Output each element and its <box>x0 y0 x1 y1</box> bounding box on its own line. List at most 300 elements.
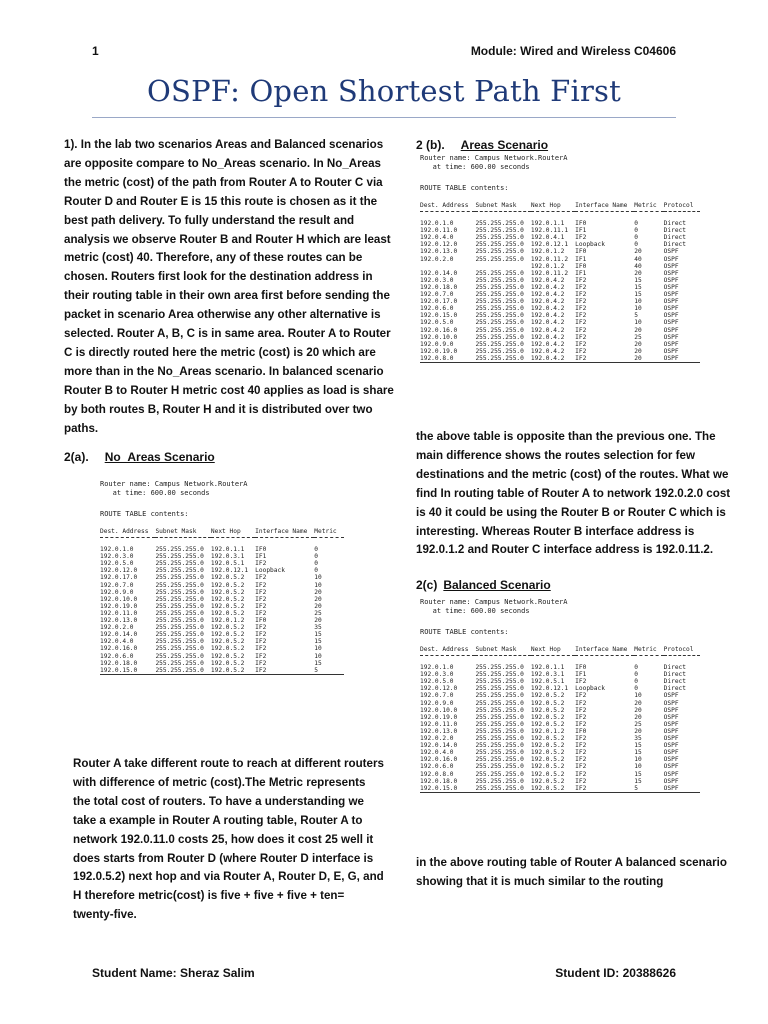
table-cell: 192.0.4.2 <box>530 312 565 320</box>
table-row <box>420 256 700 263</box>
table-cell: 255.255.255.0 <box>475 248 524 256</box>
table-cell: IF2 <box>255 631 267 639</box>
table-cell: 192.0.5.2 <box>530 692 565 700</box>
table-cell: 40 <box>634 255 642 263</box>
table-cell: 20 <box>634 713 642 721</box>
table-cell: IF2 <box>255 595 267 603</box>
table-cell: 192.0.1.1 <box>210 546 245 554</box>
table-cell: IF2 <box>575 777 587 785</box>
table-cell: 192.0.5.2 <box>210 659 245 667</box>
table-cell: OSPF <box>663 720 679 728</box>
table-cell: 192.0.1.0 <box>100 546 134 554</box>
table-cell: IF2 <box>255 666 267 674</box>
table-cell: 192.0.3.0 <box>420 671 454 679</box>
table-cell: 10 <box>314 645 322 653</box>
router-name-line: Router name: Campus Network.RouterA <box>420 598 568 606</box>
table-cell: 20 <box>314 617 322 625</box>
table-cell: 192.0.6.0 <box>100 652 134 660</box>
table-cell: 192.0.5.2 <box>210 574 245 582</box>
table-cell: IF1 <box>575 671 587 679</box>
table-cell: Loopback <box>255 567 285 575</box>
table-cell: Direct <box>663 241 687 249</box>
table-row <box>420 234 700 241</box>
table-cell: 192.0.4.2 <box>530 291 565 299</box>
table-cell: IF2 <box>575 749 587 757</box>
table-cell: OSPF <box>663 255 679 263</box>
table-cell: 255.255.255.0 <box>155 631 204 639</box>
table-cell: 192.0.5.2 <box>210 624 245 632</box>
table-cell: 192.0.16.0 <box>100 645 138 653</box>
table-cell: 192.0.14.0 <box>100 631 138 639</box>
table-cell: 255.255.255.0 <box>155 609 204 617</box>
table-cell: 192.0.12.1 <box>530 241 569 249</box>
table-cell: 10 <box>314 581 322 589</box>
table-row <box>100 603 344 610</box>
table-cell: 0 <box>314 553 319 561</box>
table-cell: OSPF <box>663 262 679 270</box>
table-cell: Loopback <box>575 685 605 693</box>
table-cell: 192.0.8.0 <box>420 354 454 362</box>
table-cell: 0 <box>634 664 639 672</box>
table-cell: 192.0.4.0 <box>100 638 134 646</box>
table-row <box>100 596 344 603</box>
table-cell: 255.255.255.0 <box>475 685 524 693</box>
column-header: Next Hop <box>531 202 575 212</box>
table-cell: 255.255.255.0 <box>155 581 204 589</box>
table-cell: IF2 <box>575 763 587 771</box>
table-cell: 192.0.4.2 <box>530 276 565 284</box>
table-cell: 192.0.5.2 <box>210 588 245 596</box>
table-cell: 20 <box>634 706 642 714</box>
table-cell: IF0 <box>575 262 587 270</box>
heading-number: 2(c) <box>416 578 438 592</box>
table-cell: 192.0.4.2 <box>530 340 565 348</box>
table-cell: IF2 <box>255 602 267 610</box>
table-cell: OSPF <box>663 354 679 362</box>
table-cell: 255.255.255.0 <box>155 574 204 582</box>
table-cell: 192.0.1.2 <box>210 617 245 625</box>
table-row <box>100 638 344 645</box>
table-cell: 192.0.12.0 <box>420 685 458 693</box>
column-header: Dest. Address <box>100 528 155 538</box>
table-row <box>420 277 700 284</box>
table-row <box>420 771 700 778</box>
table-cell: 192.0.1.2 <box>530 248 565 256</box>
table-cell: OSPF <box>663 756 679 764</box>
table-cell: 192.0.2.0 <box>100 624 134 632</box>
table-cell: OSPF <box>663 283 679 291</box>
table-cell: 25 <box>314 609 322 617</box>
table-cell: Loopback <box>575 241 605 249</box>
table-cell: 255.255.255.0 <box>475 678 524 686</box>
table-cell: Direct <box>663 664 687 672</box>
table-cell: Direct <box>663 678 687 686</box>
table-cell: 255.255.255.0 <box>475 742 524 750</box>
table-cell: 255.255.255.0 <box>155 617 204 625</box>
table-cell: 192.0.12.0 <box>420 241 458 249</box>
table-cell: IF2 <box>575 276 587 284</box>
table-cell: 20 <box>634 248 642 256</box>
table-cell: 255.255.255.0 <box>475 763 524 771</box>
table-cell: 255.255.255.0 <box>475 784 524 792</box>
table-row <box>420 263 700 270</box>
table-cell: IF2 <box>575 340 587 348</box>
table-cell: 255.255.255.0 <box>475 319 524 327</box>
table-cell: 255.255.255.0 <box>475 713 524 721</box>
column-header: Interface Name <box>575 202 634 212</box>
table-cell: 15 <box>634 276 642 284</box>
table-row <box>100 567 344 574</box>
table-row <box>100 624 344 631</box>
table-row <box>420 656 700 672</box>
table-row <box>420 692 700 699</box>
table-cell: 255.255.255.0 <box>475 333 524 341</box>
table-cell: 255.255.255.0 <box>155 553 204 561</box>
table-cell: OSPF <box>663 333 679 341</box>
table-cell: IF2 <box>255 659 267 667</box>
column-header: Protocol <box>664 646 701 656</box>
table-cell: 255.255.255.0 <box>475 756 524 764</box>
table-cell: IF2 <box>575 720 587 728</box>
table-cell: OSPF <box>663 248 679 256</box>
table-cell: 192.0.5.2 <box>210 638 245 646</box>
table-cell: 0 <box>314 546 319 554</box>
table-cell: 192.0.8.0 <box>420 770 454 778</box>
table-cell: 20 <box>634 347 642 355</box>
areas-analysis-paragraph: the above table is opposite than the previous one. The main difference shows the routes selection for few destinations and the metric (cost) of the routes. What we find In routing table of Router A to network 192.0.2.0 cost is 40 it could be using the Router B or Router C which is interesting. Whereas Router B interface address is 192.0.1.2 and Router C interface address is 192.0.11.2. <box>416 430 731 557</box>
table-cell: 15 <box>634 291 642 299</box>
table-cell: IF2 <box>575 347 587 355</box>
table-row <box>100 538 344 554</box>
table-cell: 255.255.255.0 <box>475 340 524 348</box>
table-cell: 15 <box>634 742 642 750</box>
table-cell: 192.0.19.0 <box>100 602 138 610</box>
heading-number: 2 (b). <box>416 138 445 152</box>
table-row <box>420 312 700 319</box>
table-row <box>420 348 700 355</box>
table-cell: 0 <box>634 685 639 693</box>
table-row <box>420 319 700 326</box>
table-cell: 192.0.3.0 <box>100 553 134 561</box>
table-row <box>420 671 700 678</box>
table-cell: OSPF <box>663 727 679 735</box>
table-cell: IF2 <box>255 652 267 660</box>
table-row <box>100 645 344 652</box>
table-cell: 192.0.5.2 <box>210 652 245 660</box>
table-row <box>420 305 700 312</box>
table-cell: IF1 <box>575 255 587 263</box>
table-cell: OSPF <box>663 298 679 306</box>
table-cell: 255.255.255.0 <box>155 588 204 596</box>
table-cell: OSPF <box>663 347 679 355</box>
table-cell: 192.0.13.0 <box>420 727 458 735</box>
table-cell: 192.0.1.0 <box>420 664 454 672</box>
table-cell: 255.255.255.0 <box>475 671 524 679</box>
table-cell: IF2 <box>255 609 267 617</box>
table-cell: 192.0.4.2 <box>530 305 565 313</box>
table-cell: IF2 <box>575 770 587 778</box>
heading-no-areas <box>64 450 215 464</box>
table-cell: 192.0.11.1 <box>530 227 569 235</box>
table-cell: 20 <box>314 602 322 610</box>
time-line: at time: 600.00 seconds <box>420 607 530 615</box>
table-cell: 192.0.5.2 <box>530 720 565 728</box>
table-cell: 255.255.255.0 <box>155 567 204 575</box>
table-row <box>420 785 700 793</box>
table-cell: 255.255.255.0 <box>475 312 524 320</box>
table-cell: OSPF <box>663 699 679 707</box>
table-cell: 255.255.255.0 <box>155 638 204 646</box>
table-row <box>100 553 344 560</box>
table-cell: 15 <box>634 770 642 778</box>
table-cell: 10 <box>314 652 322 660</box>
table-cell: IF2 <box>575 678 587 686</box>
table-row <box>420 700 700 707</box>
table-cell: 0 <box>634 220 639 228</box>
table-cell: 192.0.5.2 <box>210 631 245 639</box>
table-cell: OSPF <box>663 770 679 778</box>
table-cell: 255.255.255.0 <box>475 749 524 757</box>
table-cell: IF1 <box>255 553 267 561</box>
table-cell: IF2 <box>575 312 587 320</box>
table-cell: OSPF <box>663 777 679 785</box>
table-cell: 192.0.11.0 <box>420 720 458 728</box>
column-header: Protocol <box>664 202 701 212</box>
table-cell: 15 <box>314 659 322 667</box>
table-cell: IF2 <box>575 234 587 242</box>
table-row <box>420 728 700 735</box>
table-cell: 0 <box>634 678 639 686</box>
column-header: Subnet Mask <box>475 646 530 656</box>
table-cell: 255.255.255.0 <box>475 298 524 306</box>
intro-paragraph: 1). In the lab two scenarios Areas and Balanced scenarios are opposite compare to No_Areas scenario. In No_Areas the metric (cost) of the path from Router A to Router C via Router D and Router E is 15 this route is chosen as it the best path delivery. To fully understand the result and analysis we observe Router B and Router H which are least metric (cost) 40. Therefore, any of these routes can be chosen. Routers first look for the destination address in their routing table in their own area first before sending the packet in scenario Area otherwise any other alternative is selected. Router A, B, C is in same area. Router A to Router C is directly routed here the metric (cost) is 20 which are more than in the No_Areas scenario. In balanced scenario Router B to Router H metric cost 40 applies as load is share by both routes B, Router H and it is distributed over two paths. <box>64 138 394 435</box>
table-cell: 20 <box>634 727 642 735</box>
table-cell: 10 <box>634 692 642 700</box>
table-cell: OSPF <box>663 276 679 284</box>
table-cell: 255.255.255.0 <box>155 595 204 603</box>
table-row <box>420 291 700 298</box>
table-cell: 192.0.19.0 <box>420 347 458 355</box>
table-row <box>100 631 344 638</box>
table-cell: 0 <box>314 567 319 575</box>
page-title: OSPF: Open Shortest Path First <box>147 74 621 108</box>
table-cell: 192.0.12.1 <box>530 685 569 693</box>
column-header: Dest. Address <box>420 646 475 656</box>
table-cell: 192.0.16.0 <box>420 326 458 334</box>
table-cell: 192.0.10.0 <box>100 595 138 603</box>
table-cell: 192.0.6.0 <box>420 305 454 313</box>
table-cell: IF2 <box>575 692 587 700</box>
table-cell: 255.255.255.0 <box>475 664 524 672</box>
table-row <box>100 667 344 675</box>
table-cell: 192.0.17.0 <box>100 574 138 582</box>
table-row <box>100 653 344 660</box>
table-cell: 0 <box>634 241 639 249</box>
table-cell: 192.0.5.2 <box>530 784 565 792</box>
table-cell: 192.0.4.0 <box>420 234 454 242</box>
column-header: Interface Name <box>255 528 314 538</box>
table-cell: 192.0.3.0 <box>420 276 454 284</box>
module-header: Module: Wired and Wireless C04606 <box>470 44 676 58</box>
column-header: Metric <box>634 646 663 656</box>
table-cell: 20 <box>634 269 642 277</box>
table-cell: 192.0.14.0 <box>420 269 458 277</box>
student-id: Student ID: 20388626 <box>555 966 676 980</box>
table-row <box>100 589 344 596</box>
table-cell: 40 <box>634 262 642 270</box>
table-cell: 10 <box>634 319 642 327</box>
table-cell: 255.255.255.0 <box>475 227 524 235</box>
table-cell: Direct <box>663 685 687 693</box>
heading-text: Areas Scenario <box>460 138 549 152</box>
table-cell: 192.0.5.2 <box>530 756 565 764</box>
table-cell: 192.0.12.1 <box>210 567 249 575</box>
table-cell: 0 <box>634 227 639 235</box>
table-row <box>420 685 700 692</box>
balanced-analysis-paragraph: in the above routing table of Router A balanced scenario showing that it is much similar to the routing <box>416 856 727 888</box>
table-cell: 192.0.5.2 <box>210 645 245 653</box>
table-cell: 192.0.4.2 <box>530 347 565 355</box>
table-cell: 192.0.17.0 <box>420 298 458 306</box>
table-cell: 192.0.4.2 <box>530 333 565 341</box>
route-table-label: ROUTE TABLE contents: <box>100 510 189 518</box>
table-cell: 192.0.5.2 <box>210 581 245 589</box>
table-cell: 255.255.255.0 <box>475 720 524 728</box>
table-cell: OSPF <box>663 763 679 771</box>
table-cell: OSPF <box>663 291 679 299</box>
heading-text: No_Areas Scenario <box>104 450 215 464</box>
table-cell: 192.0.5.2 <box>530 770 565 778</box>
table-cell: 15 <box>634 749 642 757</box>
table-cell: OSPF <box>663 742 679 750</box>
table-cell: 15 <box>634 777 642 785</box>
table-cell: 255.255.255.0 <box>475 234 524 242</box>
table-cell: 192.0.4.2 <box>530 326 565 334</box>
table-cell: OSPF <box>663 340 679 348</box>
table-cell: 192.0.5.2 <box>210 602 245 610</box>
table-cell: 192.0.4.2 <box>530 298 565 306</box>
table-cell: IF2 <box>575 354 587 362</box>
table-cell: 192.0.4.2 <box>530 354 565 362</box>
table-cell: OSPF <box>663 735 679 743</box>
table-cell: IF1 <box>575 269 587 277</box>
table-cell: 255.255.255.0 <box>475 220 524 228</box>
table-cell: 15 <box>314 638 322 646</box>
table-cell: 5 <box>634 312 639 320</box>
table-cell: IF0 <box>255 546 267 554</box>
table-cell: OSPF <box>663 312 679 320</box>
table-cell <box>475 263 530 270</box>
column-header: Metric <box>314 528 343 538</box>
table-cell: 15 <box>314 631 322 639</box>
table-cell: 255.255.255.0 <box>475 291 524 299</box>
table-cell: 192.0.1.1 <box>530 664 565 672</box>
table-cell: 192.0.5.2 <box>530 699 565 707</box>
route-table <box>420 646 700 793</box>
table-cell: 192.0.1.2 <box>530 262 565 270</box>
table-cell: 255.255.255.0 <box>475 735 524 743</box>
table-cell: 255.255.255.0 <box>155 560 204 568</box>
column-header: Dest. Address <box>420 202 475 212</box>
table-cell: 192.0.3.1 <box>530 671 565 679</box>
table-cell: 192.0.1.0 <box>420 220 454 228</box>
table-cell: 192.0.7.0 <box>100 581 134 589</box>
table-cell: 20 <box>314 595 322 603</box>
table-cell: 192.0.13.0 <box>100 617 138 625</box>
table-cell: IF0 <box>575 248 587 256</box>
no-areas-route-table-screenshot <box>100 480 400 752</box>
table-cell: 255.255.255.0 <box>475 706 524 714</box>
table-cell: 192.0.10.0 <box>420 706 458 714</box>
table-cell: 15 <box>634 283 642 291</box>
table-cell: 10 <box>634 298 642 306</box>
table-cell: 192.0.13.0 <box>420 248 458 256</box>
table-cell: 255.255.255.0 <box>155 652 204 660</box>
table-cell: Direct <box>663 671 687 679</box>
table-cell: 255.255.255.0 <box>155 666 204 674</box>
table-cell: 192.0.5.2 <box>210 666 245 674</box>
table-cell: OSPF <box>663 326 679 334</box>
table-cell: 255.255.255.0 <box>475 347 524 355</box>
table-row <box>420 678 700 685</box>
table-row <box>420 212 700 228</box>
table-cell: 0 <box>634 671 639 679</box>
table-cell <box>420 263 475 270</box>
table-row <box>420 284 700 291</box>
table-cell: 35 <box>634 735 642 743</box>
table-cell: 192.0.5.2 <box>530 777 565 785</box>
table-cell: 255.255.255.0 <box>155 645 204 653</box>
table-cell: 192.0.15.0 <box>100 666 138 674</box>
table-cell: 192.0.5.2 <box>530 706 565 714</box>
table-cell: IF2 <box>575 333 587 341</box>
table-cell: IF0 <box>575 664 587 672</box>
table-cell: IF2 <box>255 624 267 632</box>
table-row <box>420 707 700 714</box>
table-cell: 192.0.7.0 <box>420 692 454 700</box>
table-cell: IF2 <box>575 713 587 721</box>
heading-text: Balanced Scenario <box>443 578 551 592</box>
table-cell: 255.255.255.0 <box>475 269 524 277</box>
column-header: Interface Name <box>575 646 634 656</box>
heading-number: 2(a). <box>64 450 89 464</box>
heading-balanced <box>416 578 551 592</box>
table-row <box>420 778 700 785</box>
table-row <box>420 270 700 277</box>
table-cell: IF2 <box>575 298 587 306</box>
table-cell: OSPF <box>663 784 679 792</box>
table-cell: IF2 <box>255 560 267 568</box>
table-cell: IF0 <box>255 617 267 625</box>
table-cell: IF2 <box>575 319 587 327</box>
table-cell: 255.255.255.0 <box>475 354 524 362</box>
title-divider <box>92 117 676 118</box>
table-row <box>420 749 700 756</box>
table-cell: 255.255.255.0 <box>155 602 204 610</box>
table-cell: 192.0.4.0 <box>420 749 454 757</box>
table-cell: IF2 <box>575 735 587 743</box>
table-cell: 192.0.2.0 <box>420 255 454 263</box>
table-cell: IF0 <box>575 220 587 228</box>
table-cell: 192.0.5.0 <box>420 319 454 327</box>
table-cell: 192.0.9.0 <box>100 588 134 596</box>
table-row <box>420 241 700 248</box>
table-cell: 255.255.255.0 <box>475 326 524 334</box>
table-cell: 192.0.5.2 <box>530 713 565 721</box>
table-cell: OSPF <box>663 706 679 714</box>
table-cell: 255.255.255.0 <box>475 283 524 291</box>
table-row <box>420 355 700 363</box>
